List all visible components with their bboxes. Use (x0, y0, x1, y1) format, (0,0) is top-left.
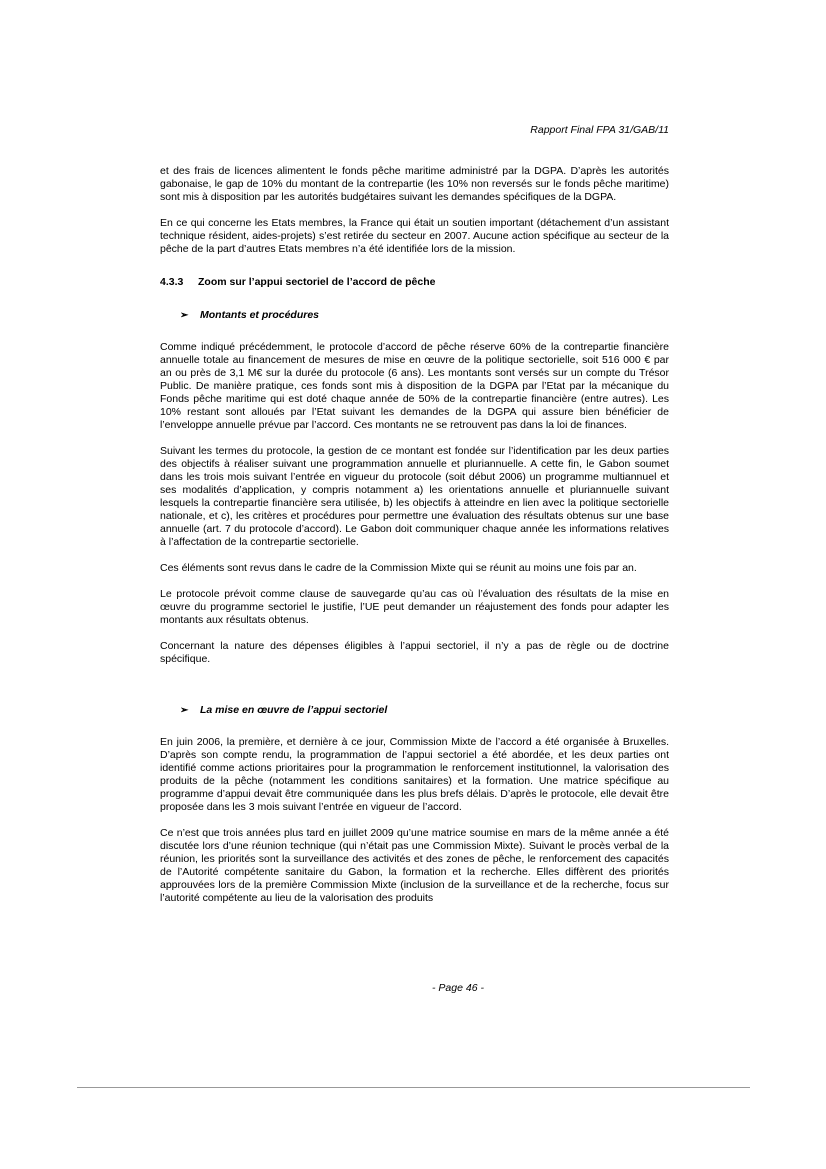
paragraph: et des frais de licences alimentent le fonds pêche maritime administré par la DGPA. D’après les autorités gabonaise, le gap de 10% du montant de la contrepartie (les 10% non reversés sur le fonds pêche maritime) sont mis à disposition par les autorités budgétaires suivant les demandes spécifiques de la DGPA. (160, 165, 669, 203)
subsection-heading-implementation (180, 704, 669, 717)
spacer (160, 679, 669, 704)
arrow-bullet-icon: ➢ (180, 310, 189, 321)
subsection-title: La mise en œuvre de l’appui sectoriel (200, 704, 388, 716)
paragraph: Ce n’est que trois années plus tard en juillet 2009 qu’une matrice soumise en mars de la même année a été discutée lors d’une réunion technique (qui n’était pas une Commission Mixte). Suivant le procès verbal de la réunion, les priorités sont la surveillance des activités et des zones de pêche, le renforcement des capacités de l’Autorité compétente sanitaire du Gabon, la formation et la recherche. Elles diffèrent des priorités approuvées lors de la première Commission Mixte (inclusion de la surveillance et de la recherche, focus sur l’autorité compétente au lieu de la valorisation des produits (160, 827, 669, 904)
page-content (160, 165, 669, 918)
paragraph: Suivant les termes du protocole, la gestion de ce montant est fondée sur l’identification par les deux parties des objectifs à réaliser suivant une programmation annuelle et pluriannuelle. A cette fin, le Gabon soumet dans les trois mois suivant l’entrée en vigueur du protocole (soit début 2006) un programme multiannuel et ses modalités d’application, y compris notamment a) les orientations annuelle et pluriannuelle suivant lesquels la contrepartie financière sera utilisée, b) les objectifs à atteindre en lien avec la politique sectorielle nationale, et c), les critères et procédures pour permettre une évaluation des résultats obtenus sur une base annuelle (art. 7 du protocole d’accord). Le Gabon doit communiquer chaque année les informations relatives à l’affectation de la contrepartie sectorielle. (160, 445, 669, 548)
subsection-title: Montants et procédures (200, 309, 320, 321)
paragraph: Concernant la nature des dépenses éligibles à l’appui sectoriel, il n’y a pas de règle ou de doctrine spécifique. (160, 640, 669, 665)
section-heading (160, 276, 669, 289)
paragraph: En ce qui concerne les Etats membres, la France qui était un soutien important (détachement d’un assistant technique résident, aides-projets) s’est retirée du secteur en 2007. Aucune action spécifique au secteur de la pêche de la part d’autres Etats membres n’a été identifiée lors de la mission. (160, 217, 669, 255)
paragraph: En juin 2006, la première, et dernière à ce jour, Commission Mixte de l’accord a été organisée à Bruxelles. D’après son compte rendu, la programmation de l’appui sectoriel a été abordée, et les deux parties ont identifié comme actions prioritaires pour la programmation le renforcement institutionnel, la valorisation des produits de la pêche (notamment les conditions sanitaires) et la formation. Une matrice spécifique au programme d’appui devait être communiquée dans les plus brefs délais. D’après le protocole, elle devait être proposée dans les 3 mois suivant l’entrée en vigueur de l’accord. (160, 736, 669, 813)
paragraph: Ces éléments sont revus dans le cadre de la Commission Mixte qui se réunit au moins une fois par an. (160, 562, 637, 574)
paragraph: Comme indiqué précédemment, le protocole d’accord de pêche réserve 60% de la contrepartie financière annuelle totale au financement de mesures de mise en œuvre de la politique sectorielle, soit 516 000 € par an ou près de 3,1 M€ sur la durée du protocole (6 ans). Les montants sont versés sur un compte du Trésor Public. De manière pratique, ces fonds sont mis à disposition de la DGPA par l’Etat par la mécanique du Fonds pêche maritime qui est doté chaque année de 50% de la contrepartie financière (entre autres). Les 10% restant sont alloués par l’Etat suivant les demandes de la DGPA qui assure bien bénéficier de l’enveloppe annuelle prévue par l’accord. Ces montants ne se retrouvent pas dans la loi de finances. (160, 341, 669, 431)
arrow-bullet-icon: ➢ (180, 705, 189, 716)
page-number: - Page 46 - (432, 982, 484, 994)
subsection-heading-amounts (180, 309, 669, 322)
section-number: 4.3.3 (160, 276, 184, 288)
footer-divider (77, 1087, 750, 1088)
paragraph: Le protocole prévoit comme clause de sauvegarde qu’au cas où l’évaluation des résultats de la mise en œuvre du programme sectoriel le justifie, l’UE peut demander un réajustement des fonds pour adapter les montants aux résultats obtenus. (160, 588, 669, 626)
section-title: Zoom sur l’appui sectoriel de l’accord de pêche (198, 276, 436, 288)
report-reference: Rapport Final FPA 31/GAB/11 (530, 124, 669, 136)
